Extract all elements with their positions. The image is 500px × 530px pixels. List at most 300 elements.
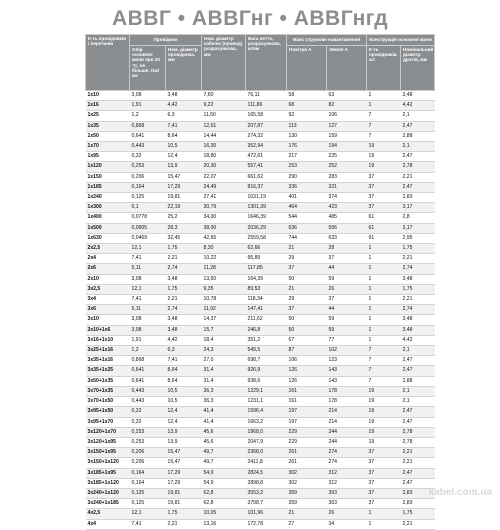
table-row bbox=[86, 407, 435, 417]
table-cell: 31,4 bbox=[202, 366, 246, 376]
table-cell: 67 bbox=[287, 335, 327, 345]
table-cell: 7,41 bbox=[130, 519, 166, 529]
header-nom-diameter: Ном. діаметр провідника, мм bbox=[166, 46, 202, 91]
table-cell: 91 bbox=[367, 233, 401, 243]
table-cell: 32,45 bbox=[166, 233, 202, 243]
table-cell: 1663,2 bbox=[246, 417, 287, 427]
table-cell: 2,1 bbox=[401, 111, 435, 121]
table-cell: 0,32 bbox=[130, 417, 166, 427]
table-cell: 3x150+1x95 bbox=[86, 448, 130, 458]
table-cell: 58 bbox=[287, 91, 327, 101]
table-cell: 274,32 bbox=[246, 131, 287, 141]
table-cell: 3x150+1x120 bbox=[86, 458, 130, 468]
table-cell: 10,5 bbox=[166, 386, 202, 396]
table-cell: 302 bbox=[287, 478, 327, 488]
table-cell: 0,641 bbox=[130, 376, 166, 386]
table-cell: 12,4 bbox=[166, 417, 202, 427]
table-row bbox=[86, 468, 435, 478]
table-cell: 2,21 bbox=[401, 295, 435, 305]
table-cell: 101,96 bbox=[246, 509, 287, 519]
table-cell: 6,3 bbox=[166, 111, 202, 121]
table-row bbox=[86, 366, 435, 376]
table-cell: 37 bbox=[367, 478, 401, 488]
table-cell: 19 bbox=[367, 417, 401, 427]
table-cell: 261 bbox=[287, 458, 327, 468]
table-row bbox=[86, 417, 435, 427]
table-cell: 62,8 bbox=[202, 488, 246, 498]
table-cell: 12,1 bbox=[130, 509, 166, 519]
table-cell: 0,206 bbox=[130, 172, 166, 182]
table-cell: 49,7 bbox=[202, 458, 246, 468]
table-cell: 6,3 bbox=[166, 346, 202, 356]
table-cell: 13,9 bbox=[166, 162, 202, 172]
table-cell: 261 bbox=[287, 448, 327, 458]
table-cell: 229 bbox=[287, 437, 327, 447]
table-cell: 19 bbox=[367, 437, 401, 447]
table-cell: 102 bbox=[327, 346, 367, 356]
table-cell: 0,0605 bbox=[130, 223, 166, 233]
table-cell: 2411,8 bbox=[246, 458, 287, 468]
table-cell: 8,64 bbox=[166, 376, 202, 386]
table-cell: 229 bbox=[287, 427, 327, 437]
table-cell: 274 bbox=[327, 448, 367, 458]
table-cell: 225 bbox=[327, 152, 367, 162]
table-cell: 1301,39 bbox=[246, 203, 287, 213]
table-cell: 22,19 bbox=[166, 203, 202, 213]
table-cell: 556 bbox=[327, 223, 367, 233]
table-cell: 194 bbox=[327, 142, 367, 152]
watermark: kabel.com.ua bbox=[428, 487, 492, 498]
header-cable-diameter: Ном. діаметр кабелю (провод) розрахункова, мм bbox=[202, 35, 246, 91]
table-row bbox=[86, 203, 435, 213]
table-row bbox=[86, 499, 435, 509]
table-cell: 207,87 bbox=[246, 121, 287, 131]
table-cell: 3,08 bbox=[130, 274, 166, 284]
table-cell: 1,91 bbox=[130, 335, 166, 345]
table-cell: 50 bbox=[287, 274, 327, 284]
table-cell: 2,74 bbox=[166, 264, 202, 274]
table-cell: 19 bbox=[367, 142, 401, 152]
table-cell: 2824,5 bbox=[246, 468, 287, 478]
table-cell: 214 bbox=[327, 417, 367, 427]
table-cell: 76,11 bbox=[246, 91, 287, 101]
table-cell: 1,75 bbox=[166, 509, 202, 519]
table-cell: 2368,0 bbox=[246, 448, 287, 458]
table-cell: 2,21 bbox=[401, 519, 435, 529]
table-cell: 2,78 bbox=[401, 437, 435, 447]
table-cell: 3,48 bbox=[401, 315, 435, 325]
table-cell: 2,47 bbox=[401, 478, 435, 488]
table-cell: 1 bbox=[367, 244, 401, 254]
header-group-conductor: Провідник bbox=[130, 35, 202, 46]
header-group-construction: Конструкція основної жили bbox=[367, 35, 435, 46]
table-cell: 8,64 bbox=[166, 131, 202, 141]
table-row bbox=[86, 386, 435, 396]
table-row bbox=[86, 295, 435, 305]
table-row bbox=[86, 223, 435, 233]
table-cell: 10,5 bbox=[166, 397, 202, 407]
table-cell: 1,75 bbox=[166, 284, 202, 294]
table-cell: 0,0469 bbox=[130, 233, 166, 243]
table-row bbox=[86, 458, 435, 468]
table-cell: 0,0778 bbox=[130, 213, 166, 223]
table-cell: 26 bbox=[327, 509, 367, 519]
table-cell: 3x185+1x95 bbox=[86, 468, 130, 478]
table-cell: 1 bbox=[367, 519, 401, 529]
table-cell: 0,125 bbox=[130, 193, 166, 203]
table-cell: 363 bbox=[327, 499, 367, 509]
table-cell: 2,47 bbox=[401, 356, 435, 366]
table-cell: 10,78 bbox=[202, 295, 246, 305]
table-cell: 3708,7 bbox=[246, 499, 287, 509]
table-cell: 9,35 bbox=[202, 284, 246, 294]
table-cell: 197 bbox=[287, 417, 327, 427]
table-cell: 246,8 bbox=[246, 325, 287, 335]
table-cell: 111,86 bbox=[246, 101, 287, 111]
table-cell: 1x120 bbox=[86, 162, 130, 172]
table-cell: 3x95+1x70 bbox=[86, 417, 130, 427]
table-cell: 4x2,5 bbox=[86, 509, 130, 519]
table-cell: 12,1 bbox=[130, 284, 166, 294]
table-cell: 36,3 bbox=[202, 397, 246, 407]
table-cell: 14,37 bbox=[202, 315, 246, 325]
table-cell: 253 bbox=[287, 162, 327, 172]
table-cell: 7 bbox=[367, 356, 401, 366]
table-cell: 11,50 bbox=[202, 111, 246, 121]
table-body bbox=[86, 91, 435, 530]
table-row bbox=[86, 397, 435, 407]
table-cell: 10,5 bbox=[166, 142, 202, 152]
table-cell: 2,21 bbox=[166, 254, 202, 264]
table-row bbox=[86, 437, 435, 447]
table-cell: 37 bbox=[327, 254, 367, 264]
table-cell: 19 bbox=[367, 407, 401, 417]
table-cell: 27,0 bbox=[202, 356, 246, 366]
table-row bbox=[86, 335, 435, 345]
table-cell: 2,78 bbox=[401, 162, 435, 172]
table-cell: 41,4 bbox=[202, 407, 246, 417]
table-cell: 0,32 bbox=[130, 407, 166, 417]
table-cell: 0,641 bbox=[130, 131, 166, 141]
table-cell: 37 bbox=[367, 468, 401, 478]
table-cell: 172,78 bbox=[246, 519, 287, 529]
table-cell: 7,41 bbox=[130, 254, 166, 264]
table-cell: 0,443 bbox=[130, 142, 166, 152]
table-cell: 2559,58 bbox=[246, 233, 287, 243]
table-cell: 63 bbox=[327, 91, 367, 101]
table-row bbox=[86, 142, 435, 152]
table-cell: 351,2 bbox=[246, 335, 287, 345]
table-row bbox=[86, 325, 435, 335]
table-cell: 197 bbox=[287, 407, 327, 417]
table-cell: 68 bbox=[287, 101, 327, 111]
table-cell: 1 bbox=[367, 325, 401, 335]
table-cell: 1,2 bbox=[130, 111, 166, 121]
table-cell: 44 bbox=[327, 264, 367, 274]
table-cell: 37 bbox=[367, 193, 401, 203]
table-cell: 10,22 bbox=[202, 254, 246, 264]
table-cell: 54,9 bbox=[202, 478, 246, 488]
table-cell: 13,9 bbox=[166, 427, 202, 437]
table-row bbox=[86, 121, 435, 131]
table-cell: 95,89 bbox=[246, 254, 287, 264]
table-cell: 17,29 bbox=[166, 182, 202, 192]
table-cell: 2x10 bbox=[86, 274, 130, 284]
table-cell: 22,07 bbox=[202, 172, 246, 182]
table-cell: 3,17 bbox=[401, 223, 435, 233]
table-cell: 214 bbox=[327, 407, 367, 417]
table-cell: 2,88 bbox=[401, 131, 435, 141]
table-cell: 7,41 bbox=[166, 121, 202, 131]
table-cell: 2,21 bbox=[401, 172, 435, 182]
table-cell: 5,11 bbox=[130, 264, 166, 274]
table-cell: 3x6 bbox=[86, 305, 130, 315]
table-cell: 3,08 bbox=[130, 315, 166, 325]
table-cell: 89,53 bbox=[246, 284, 287, 294]
table-row bbox=[86, 519, 435, 529]
table-cell: 0,125 bbox=[130, 499, 166, 509]
table-cell: 363 bbox=[327, 488, 367, 498]
table-cell: 0,253 bbox=[130, 427, 166, 437]
table-cell: 178 bbox=[327, 397, 367, 407]
table-row bbox=[86, 213, 435, 223]
table-cell: 661,62 bbox=[246, 172, 287, 182]
table-cell: 0,164 bbox=[130, 182, 166, 192]
table-row bbox=[86, 233, 435, 243]
table-cell: 2,47 bbox=[401, 182, 435, 192]
table-cell: 19,81 bbox=[166, 499, 202, 509]
table-cell: 3x120+1x95 bbox=[86, 437, 130, 447]
spec-table bbox=[85, 34, 435, 530]
table-cell: 12,1 bbox=[130, 244, 166, 254]
table-cell: 1x240 bbox=[86, 193, 130, 203]
table-cell: 28,3 bbox=[166, 223, 202, 233]
table-row bbox=[86, 111, 435, 121]
table-cell: 290 bbox=[287, 172, 327, 182]
table-cell: 106 bbox=[287, 356, 327, 366]
table-cell: 12,61 bbox=[202, 121, 246, 131]
table-row bbox=[86, 478, 435, 488]
table-cell: 2,47 bbox=[401, 407, 435, 417]
table-row bbox=[86, 448, 435, 458]
table-row bbox=[86, 315, 435, 325]
table-cell: 3x120+1x70 bbox=[86, 427, 130, 437]
table-cell: 143 bbox=[327, 366, 367, 376]
table-cell: 1x10 bbox=[86, 91, 130, 101]
table-cell: 3x240+1x185 bbox=[86, 499, 130, 509]
table-cell: 7 bbox=[367, 366, 401, 376]
table-cell: 3553,2 bbox=[246, 488, 287, 498]
table-cell: 244 bbox=[327, 437, 367, 447]
table-cell: 1x150 bbox=[86, 172, 130, 182]
table-cell: 31,4 bbox=[202, 376, 246, 386]
table-cell: 3,48 bbox=[166, 91, 202, 101]
table-cell: 1 bbox=[367, 264, 401, 274]
table-cell: 161 bbox=[287, 386, 327, 396]
table-cell: 0,253 bbox=[130, 437, 166, 447]
table-cell: 17,29 bbox=[166, 468, 202, 478]
table-cell: 0,443 bbox=[130, 397, 166, 407]
table-cell: 359 bbox=[287, 488, 327, 498]
table-cell: 4x4 bbox=[86, 519, 130, 529]
table-cell: 36,3 bbox=[202, 386, 246, 396]
table-cell: 1,75 bbox=[401, 284, 435, 294]
table-cell: 2,8 bbox=[401, 213, 435, 223]
table-cell: 19 bbox=[367, 162, 401, 172]
table-cell: 0,164 bbox=[130, 468, 166, 478]
table-cell: 25,2 bbox=[166, 213, 202, 223]
table-cell: 19,81 bbox=[166, 488, 202, 498]
table-cell: 2,74 bbox=[401, 264, 435, 274]
table-cell: 1 bbox=[367, 315, 401, 325]
table-cell: 1 bbox=[367, 509, 401, 519]
table-cell: 50 bbox=[287, 315, 327, 325]
table-row bbox=[86, 509, 435, 519]
table-cell: 816,37 bbox=[246, 182, 287, 192]
table-cell: 37 bbox=[367, 499, 401, 509]
header-group-current: Макс струмове навантаження bbox=[287, 35, 367, 46]
table-cell: 21 bbox=[287, 244, 327, 254]
table-cell: 61 bbox=[367, 213, 401, 223]
table-cell: 3,08 bbox=[130, 325, 166, 335]
table-cell: 312 bbox=[327, 478, 367, 488]
table-cell: 3x2,5 bbox=[86, 284, 130, 294]
table-cell: 283 bbox=[327, 172, 367, 182]
table-cell: 1 bbox=[367, 284, 401, 294]
table-cell: 1,75 bbox=[166, 244, 202, 254]
table-cell: 126 bbox=[287, 366, 327, 376]
table-cell: 1 bbox=[367, 101, 401, 111]
table-cell: 3,48 bbox=[166, 325, 202, 335]
table-cell: 2,95 bbox=[401, 233, 435, 243]
table-cell: 2,74 bbox=[401, 305, 435, 315]
table-cell: 44 bbox=[327, 305, 367, 315]
table-cell: 7,41 bbox=[166, 356, 202, 366]
table-cell: 2x2,5 bbox=[86, 244, 130, 254]
table-cell: 252 bbox=[327, 162, 367, 172]
table-row bbox=[86, 264, 435, 274]
table-cell: 7 bbox=[367, 376, 401, 386]
table-cell: 127 bbox=[327, 121, 367, 131]
table-cell: 7 bbox=[367, 111, 401, 121]
table-cell: 1 bbox=[367, 274, 401, 284]
table-cell: 3x10+1x6 bbox=[86, 325, 130, 335]
table-cell: 41,4 bbox=[202, 417, 246, 427]
table-cell: 92 bbox=[287, 111, 327, 121]
table-cell: 1,91 bbox=[130, 101, 166, 111]
header-wires: К-ть провідників, шт bbox=[367, 46, 401, 91]
table-cell: 13,50 bbox=[202, 274, 246, 284]
table-cell: 87 bbox=[287, 346, 327, 356]
table-cell: 4,42 bbox=[401, 335, 435, 345]
table-cell: 37 bbox=[287, 264, 327, 274]
table-cell: 117,85 bbox=[246, 264, 287, 274]
table-cell: 20,30 bbox=[202, 162, 246, 172]
header-air: Повітря А bbox=[287, 46, 327, 91]
table-row bbox=[86, 427, 435, 437]
table-cell: 143 bbox=[327, 376, 367, 386]
table-cell: 3,48 bbox=[401, 274, 435, 284]
table-cell: 13,9 bbox=[166, 437, 202, 447]
table-cell: 2,47 bbox=[401, 366, 435, 376]
table-row bbox=[86, 305, 435, 315]
table-row bbox=[86, 91, 435, 101]
table-cell: 4,42 bbox=[166, 101, 202, 111]
table-cell: 1x500 bbox=[86, 223, 130, 233]
table-cell: 2,47 bbox=[401, 121, 435, 131]
table-cell: 4,42 bbox=[401, 101, 435, 111]
table-cell: 18,80 bbox=[202, 152, 246, 162]
table-cell: 1,75 bbox=[401, 244, 435, 254]
table-cell: 37 bbox=[367, 488, 401, 498]
table-cell: 19 bbox=[367, 397, 401, 407]
table-cell: 302 bbox=[287, 468, 327, 478]
table-header bbox=[86, 35, 435, 91]
table-cell: 2,21 bbox=[166, 295, 202, 305]
table-cell: 19 bbox=[367, 427, 401, 437]
table-cell: 0,206 bbox=[130, 458, 166, 468]
table-cell: 16,30 bbox=[202, 142, 246, 152]
table-row bbox=[86, 244, 435, 254]
table-cell: 1 bbox=[367, 254, 401, 264]
table-cell: 50 bbox=[287, 325, 327, 335]
table-cell: 374 bbox=[327, 193, 367, 203]
table-cell: 45,6 bbox=[202, 437, 246, 447]
table-cell: 1x400 bbox=[86, 213, 130, 223]
table-cell: 24,3 bbox=[202, 346, 246, 356]
table-cell: 0,164 bbox=[130, 478, 166, 488]
table-cell: 321 bbox=[327, 182, 367, 192]
table-row bbox=[86, 254, 435, 264]
table-cell: 2,78 bbox=[401, 427, 435, 437]
table-cell: 1231,1 bbox=[246, 397, 287, 407]
table-cell: 18,4 bbox=[202, 335, 246, 345]
table-cell: 1x630 bbox=[86, 233, 130, 243]
table-cell: 1x185 bbox=[86, 182, 130, 192]
table-cell: 2,21 bbox=[401, 458, 435, 468]
spec-table-wrap bbox=[85, 34, 434, 530]
table-cell: 352,94 bbox=[246, 142, 287, 152]
table-cell: 24,49 bbox=[202, 182, 246, 192]
table-cell: 0,443 bbox=[130, 386, 166, 396]
table-cell: 926,9 bbox=[246, 366, 287, 376]
table-cell: 1596,4 bbox=[246, 407, 287, 417]
table-cell: 45,6 bbox=[202, 427, 246, 437]
table-cell: 2,47 bbox=[401, 152, 435, 162]
table-cell: 2,83 bbox=[401, 488, 435, 498]
table-cell: 2,1 bbox=[401, 397, 435, 407]
table-cell: 0,641 bbox=[130, 366, 166, 376]
table-row bbox=[86, 356, 435, 366]
table-cell: 106 bbox=[327, 111, 367, 121]
table-cell: 3x25+1x16 bbox=[86, 346, 130, 356]
table-cell: 1,2 bbox=[130, 346, 166, 356]
table-cell: 401 bbox=[287, 193, 327, 203]
table-cell: 549,5 bbox=[246, 346, 287, 356]
table-cell: 130 bbox=[287, 131, 327, 141]
table-cell: 3,48 bbox=[166, 315, 202, 325]
table-cell: 2,88 bbox=[401, 376, 435, 386]
table-cell: 2,21 bbox=[401, 254, 435, 264]
table-row bbox=[86, 346, 435, 356]
table-row bbox=[86, 182, 435, 192]
table-cell: 312 bbox=[327, 468, 367, 478]
table-cell: 34 bbox=[327, 519, 367, 529]
table-row bbox=[86, 162, 435, 172]
table-cell: 2,21 bbox=[166, 519, 202, 529]
table-cell: 159 bbox=[327, 131, 367, 141]
table-cell: 15,7 bbox=[202, 325, 246, 335]
